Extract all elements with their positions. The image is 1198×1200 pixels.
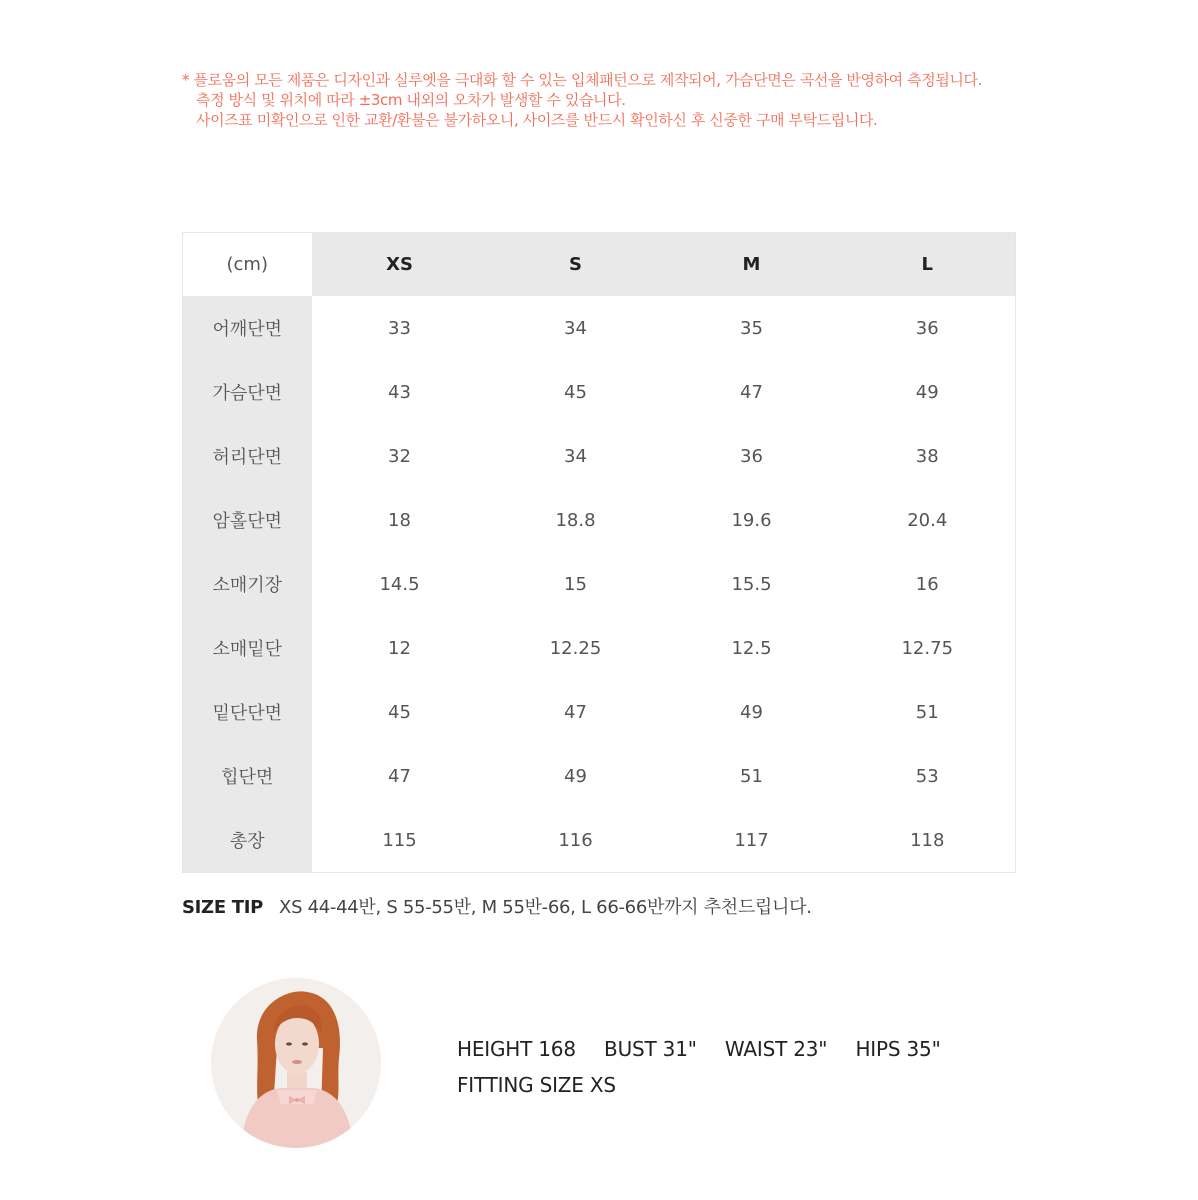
table-cell: 49	[564, 765, 587, 787]
model-photo	[211, 978, 381, 1148]
table-cell: 118	[910, 829, 945, 851]
size-header-row	[183, 233, 1016, 297]
table-cell: 34	[564, 317, 587, 339]
table-row	[183, 488, 1016, 552]
table-cell: 14.5	[379, 573, 420, 595]
table-cell: 15.5	[731, 573, 772, 595]
table-cell: 47	[564, 701, 587, 723]
table-cell: 18.8	[555, 509, 596, 531]
table-row	[183, 744, 1016, 808]
table-cell: 116	[558, 829, 593, 851]
table-cell: 51	[915, 701, 939, 723]
table-cell: 35	[740, 317, 763, 339]
table-row	[183, 680, 1016, 744]
table-cell: 43	[388, 381, 411, 403]
size-tip	[182, 893, 812, 919]
table-cell: 12.25	[549, 637, 602, 659]
table-cell: 15	[564, 573, 587, 595]
unit-label: (cm)	[183, 233, 312, 297]
table-cell: 18	[388, 509, 411, 531]
table-cell: 32	[388, 445, 411, 467]
size-tip-text: XS 44-44반, S 55-55반, M 55반-66, L 66-66반까지 추천드립니다.	[279, 897, 812, 918]
table-cell: 47	[740, 381, 763, 403]
notice-line-3: 사이즈표 미확인으로 인한 교환/환불은 불가하오니, 사이즈를 반드시 확인하신 후 신중한 구매 부탁드립니다.	[196, 111, 878, 129]
table-cell: 49	[915, 381, 939, 403]
table-cell: 19.6	[731, 509, 772, 531]
table-row	[183, 552, 1016, 616]
table-cell: 53	[915, 765, 939, 787]
table-row	[183, 296, 1016, 360]
row-label: 소매기장	[183, 552, 312, 616]
notice-line-1: * 플로움의 모든 제품은 디자인과 실루엣을 극대화 할 수 있는 입체패턴으로 제작되어, 가슴단면은 곡선을 반영하여 측정됩니다.	[182, 71, 982, 89]
table-cell: 45	[388, 701, 411, 723]
table-cell: 36	[915, 317, 939, 339]
size-header-m: M	[664, 233, 840, 297]
table-cell: 12	[388, 637, 411, 659]
table-cell: 33	[388, 317, 411, 339]
row-label: 총장	[183, 808, 312, 873]
table-row	[183, 424, 1016, 488]
table-row	[183, 616, 1016, 680]
model-height: HEIGHT 168	[457, 1037, 576, 1061]
row-label: 밑단단면	[183, 680, 312, 744]
model-measurements	[457, 1031, 963, 1103]
row-label: 가슴단면	[183, 360, 312, 424]
notice-line-2: 측정 방식 및 위치에 따라 ±3cm 내외의 오차가 발생할 수 있습니다.	[196, 91, 626, 109]
table-cell: 20.4	[907, 509, 948, 531]
size-header-s: S	[488, 233, 664, 297]
size-header-l: L	[840, 233, 1016, 297]
table-cell: 51	[740, 765, 763, 787]
table-cell: 36	[740, 445, 763, 467]
table-cell: 16	[915, 573, 939, 595]
table-row	[183, 808, 1016, 873]
table-cell: 115	[382, 829, 417, 851]
table-cell: 45	[564, 381, 587, 403]
model-hips: HIPS 35"	[855, 1037, 941, 1061]
size-table	[182, 232, 1016, 873]
model-bust: BUST 31"	[604, 1037, 697, 1061]
model-portrait-image	[211, 978, 381, 1148]
table-row	[183, 360, 1016, 424]
row-label: 허리단면	[183, 424, 312, 488]
table-cell: 12.5	[731, 637, 772, 659]
size-tip-title: SIZE TIP	[182, 897, 264, 918]
model-waist: WAIST 23"	[724, 1037, 828, 1061]
model-stats-row	[457, 1031, 963, 1067]
table-cell: 49	[740, 701, 763, 723]
table-cell: 34	[564, 445, 587, 467]
row-label: 소매밑단	[183, 616, 312, 680]
size-header-xs: XS	[312, 233, 488, 297]
table-cell: 12.75	[901, 637, 954, 659]
table-cell: 117	[734, 829, 769, 851]
size-notice	[182, 70, 1142, 130]
model-fitting-size: FITTING SIZE XS	[457, 1073, 616, 1097]
table-cell: 47	[388, 765, 411, 787]
row-label: 암홀단면	[183, 488, 312, 552]
table-cell: 38	[915, 445, 939, 467]
row-label: 힙단면	[183, 744, 312, 808]
row-label: 어깨단면	[183, 296, 312, 360]
